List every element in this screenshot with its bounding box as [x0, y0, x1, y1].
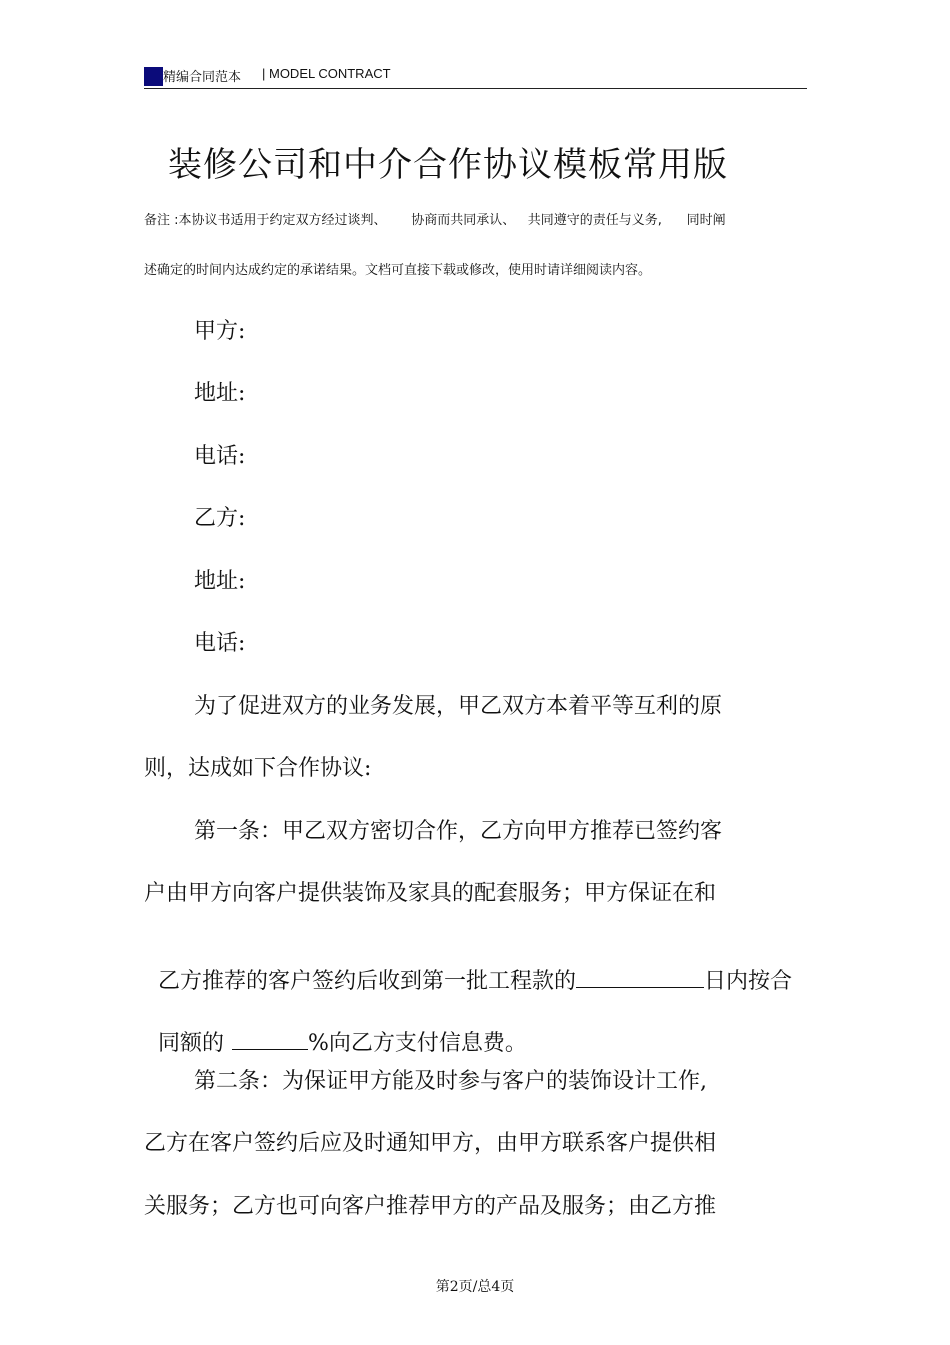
- days-fill-blank: [632, 969, 704, 988]
- header-brand: 精编合同范本: [163, 70, 242, 85]
- percent-blank: [232, 1031, 308, 1050]
- clause1-line-4-tail: %向乙方支付信息费。: [308, 1031, 527, 1056]
- clause1-line-1: 第一条：甲乙双方密切合作，乙方向甲方推荐已签约客: [194, 819, 723, 844]
- intro-line-1: 为了促进双方的业务发展，甲乙双方本着平等互利的原: [194, 694, 723, 719]
- header-logo-square: [144, 67, 163, 86]
- header-divider: [144, 88, 807, 89]
- clause1-line-4: [144, 1001, 527, 1057]
- page-number: 第2页/总4页: [435, 1279, 515, 1295]
- party-a-phone-label: 电话:: [194, 444, 246, 469]
- clause2-line-3: 关服务；乙方也可向客户推荐甲方的产品及服务；由乙方推: [144, 1194, 717, 1219]
- document-title: 装修公司和中介合作协议模板常用版: [168, 145, 728, 185]
- clause2-line-1: 第二条：为保证甲方能及时参与客户的装饰设计工作,: [194, 1069, 707, 1094]
- clause1-line-2: 户由甲方向客户提供装饰及家具的配套服务；甲方保证在和: [144, 881, 717, 906]
- clause1-line-3: [144, 939, 792, 995]
- clause1-line-3-text: 乙方推荐的客户签约后收到第一批工程款的: [158, 969, 577, 994]
- party-b-address-label: 地址:: [194, 569, 246, 594]
- intro-line-2: 则，达成如下合作协议:: [144, 756, 372, 781]
- header-model-contract: | MODEL CONTRACT: [262, 66, 391, 81]
- party-a-label: 甲方:: [194, 319, 246, 344]
- note-line-1: 备注 :本协议书适用于约定双方经过谈判、 协商而共同承认、 共同遵守的责任与义务, 同时阐: [144, 213, 726, 228]
- party-a-address-label: 地址:: [194, 381, 246, 406]
- clause2-line-2: 乙方在客户签约后应及时通知甲方，由甲方联系客户提供相: [144, 1131, 717, 1156]
- party-b-phone-label: 电话:: [194, 631, 246, 656]
- clause1-line-4-text: 同额的: [158, 1031, 225, 1056]
- days-blank: [576, 969, 632, 988]
- party-b-label: 乙方:: [194, 506, 246, 531]
- note-line-2: 述确定的时间内达成约定的承诺结果。文档可直接下载或修改，使用时请详细阅读内容。: [144, 263, 652, 278]
- clause1-line-3-tail: 日内按合: [704, 969, 793, 994]
